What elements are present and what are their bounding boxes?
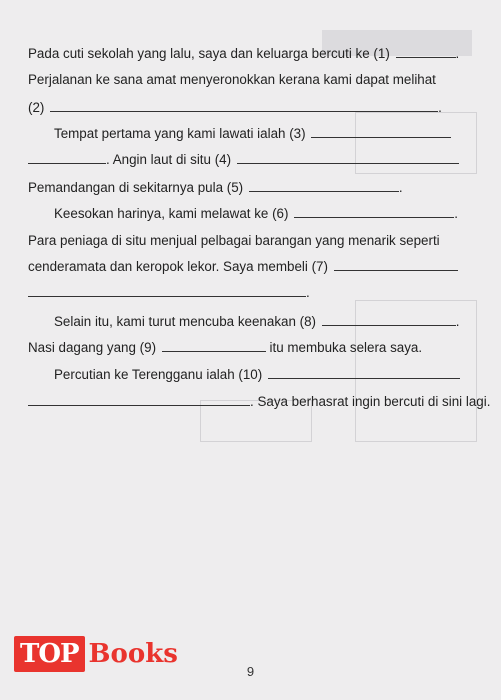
text: Para peniaga di situ menjual pelbagai barangan yang menarik seperti — [28, 233, 440, 248]
answer-blank-5[interactable] — [249, 190, 399, 192]
blank-number: (8) — [299, 314, 317, 329]
blank-number: (5) — [226, 180, 244, 195]
text: Perjalanan ke sana amat menyeronokkan kerana kami dapat melihat — [28, 72, 436, 87]
sentence-line-2 — [28, 72, 436, 88]
text: . — [398, 180, 403, 195]
blank-number: (2) — [28, 100, 45, 115]
blank-number: (10) — [238, 367, 263, 382]
answer-blank-7[interactable] — [334, 269, 458, 271]
sentence-line-11 — [54, 314, 459, 330]
sentence-line-14 — [28, 394, 490, 410]
text: cenderamata dan keropok lekor. Saya membeli — [28, 259, 312, 274]
sentence-line-13 — [54, 367, 460, 383]
answer-blank-7-cont[interactable] — [28, 295, 306, 297]
answer-blank-4[interactable] — [237, 162, 459, 164]
text: . — [455, 314, 460, 329]
page-number: 9 — [246, 664, 255, 679]
sentence-line-7 — [54, 206, 458, 222]
sentence-line-8 — [28, 233, 440, 249]
logo-top-badge: TOP — [14, 636, 85, 672]
answer-blank-8[interactable] — [322, 324, 456, 326]
blank-number: (4) — [214, 152, 232, 167]
text: Pada cuti sekolah yang lalu, saya dan keluarga bercuti ke — [28, 46, 374, 61]
answer-blank-3[interactable] — [311, 136, 451, 138]
text: Percutian ke Terengganu ialah — [54, 367, 239, 382]
text: . — [454, 206, 458, 221]
text: . — [455, 46, 460, 61]
blank-number: (7) — [311, 259, 328, 274]
answer-blank-10[interactable] — [268, 377, 460, 379]
text: itu membuka selera saya. — [265, 340, 423, 355]
sentence-line-9 — [28, 259, 458, 275]
text: . Saya berhasrat ingin bercuti di sini lagi. — [250, 394, 491, 409]
answer-blank-1[interactable] — [396, 56, 456, 58]
sentence-line-10 — [28, 285, 310, 301]
answer-blank-10-cont[interactable] — [28, 404, 250, 406]
text: . — [306, 285, 310, 300]
sentence-line-12 — [28, 340, 422, 356]
text: . — [438, 100, 442, 115]
blank-number: (6) — [272, 206, 289, 221]
answer-blank-2[interactable] — [50, 110, 438, 112]
sentence-line-4 — [54, 126, 451, 142]
logo-books-text: Books — [88, 639, 178, 669]
answer-blank-9[interactable] — [162, 350, 266, 352]
text: Pemandangan di sekitarnya pula — [28, 180, 227, 195]
text: . Angin laut di situ — [106, 152, 215, 167]
text: Tempat pertama yang kami lawati ialah — [54, 126, 290, 141]
answer-blank-6[interactable] — [294, 216, 454, 218]
answer-blank-3-cont[interactable] — [28, 162, 106, 164]
blank-number: (3) — [289, 126, 306, 141]
sentence-line-5 — [28, 152, 459, 168]
blank-number: (1) — [373, 46, 390, 61]
blank-number: (9) — [139, 340, 157, 355]
sentence-line-3 — [28, 100, 442, 116]
sentence-line-6 — [28, 180, 403, 196]
text: Keesokan harinya, kami melawat ke — [54, 206, 273, 221]
text: Selain itu, kami turut mencuba keenakan — [54, 314, 300, 329]
sentence-line-1 — [28, 46, 459, 62]
text: Nasi dagang yang — [28, 340, 140, 355]
